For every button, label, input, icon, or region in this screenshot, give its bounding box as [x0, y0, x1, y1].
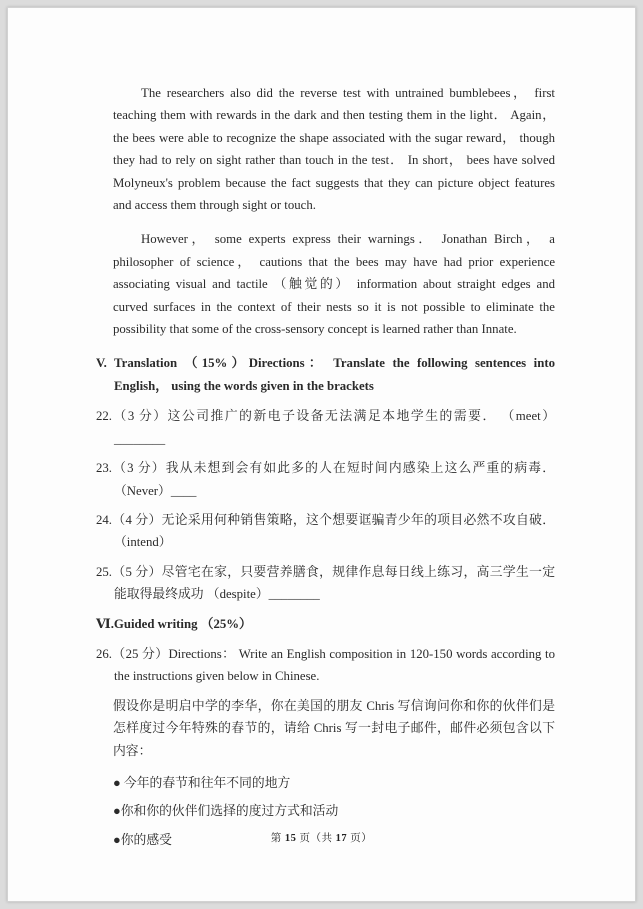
footer-page-number: 15 [284, 833, 297, 844]
page-content [96, 82, 555, 857]
question-item-24: 24.（4 分）无论采用何种销售策略，这个想要诓骗青少年的项目必然不攻自破． （intend） [96, 512, 555, 550]
bullet-point-1: ● 今年的春节和往年不同的地方 [113, 775, 291, 790]
footer-total-pages: 17 [335, 833, 348, 844]
section-heading-guided-writing: Ⅵ.Guided writing （25%） [96, 616, 252, 631]
question-item-25: 25.（5 分）尽管宅在家，只要营养膳食，规律作息每日线上练习，高三学生一定能取得最终成功 （despite）________ [96, 564, 555, 602]
footer-suffix: 页） [350, 833, 373, 844]
section-heading-translation: V. Translation （15%）Directions： Translate the following sentences into English， using the words given in the brackets [96, 356, 555, 393]
footer-prefix: 第 [270, 833, 282, 844]
document-page [7, 7, 636, 902]
writing-prompt-chinese: 假设你是明启中学的李华，你在美国的朋友 Chris 写信询问你和你的伙伴们是怎样度过今年特殊的春节的，请给 Chris 写一封电子邮件，邮件必须包含以下内容： [113, 698, 555, 758]
question-item-22: 22.（3 分）这公司推广的新电子设备无法满足本地学生的需要． （meet）________ [96, 409, 555, 446]
paragraph-reverse-test: The researchers also did the reverse test with untrained bumblebees， first teaching them with rewards in the dark and then testing them in the light． Again， the bees were able to recognize the shape associated with the sugar reward， though they had to rely on sight rather than touch in the test． In short， bees have solved Molyneux's problem because the fact suggests that they can picture object features and access them through sight or touch. [113, 86, 555, 213]
footer-middle: 页（共 [299, 833, 333, 844]
bullet-point-3: ●你的感受 [113, 832, 172, 847]
bullet-point-2: ●你和你的伙伴们选择的度过方式和活动 [113, 804, 339, 819]
question-item-23: 23.（3 分）我从未想到会有如此多的人在短时间内感染上这么严重的病毒． （Never）____ [96, 461, 555, 498]
question-item-26: 26.（25 分）Directions： Write an English composition in 120‐150 words according to the instructions given below in Chinese. [96, 646, 555, 684]
page-footer [8, 830, 635, 845]
paragraph-expert-warnings: However， some experts express their warnings． Jonathan Birch， a philosopher of science， cautions that the bees may have had prior experience associating visual and tactile （触觉的） information about straight edges and curved surfaces in the context of their nests so it is not possible to eliminate the possibility that some of the cross‐sensory concept is learned rather than Innate. [113, 232, 555, 337]
